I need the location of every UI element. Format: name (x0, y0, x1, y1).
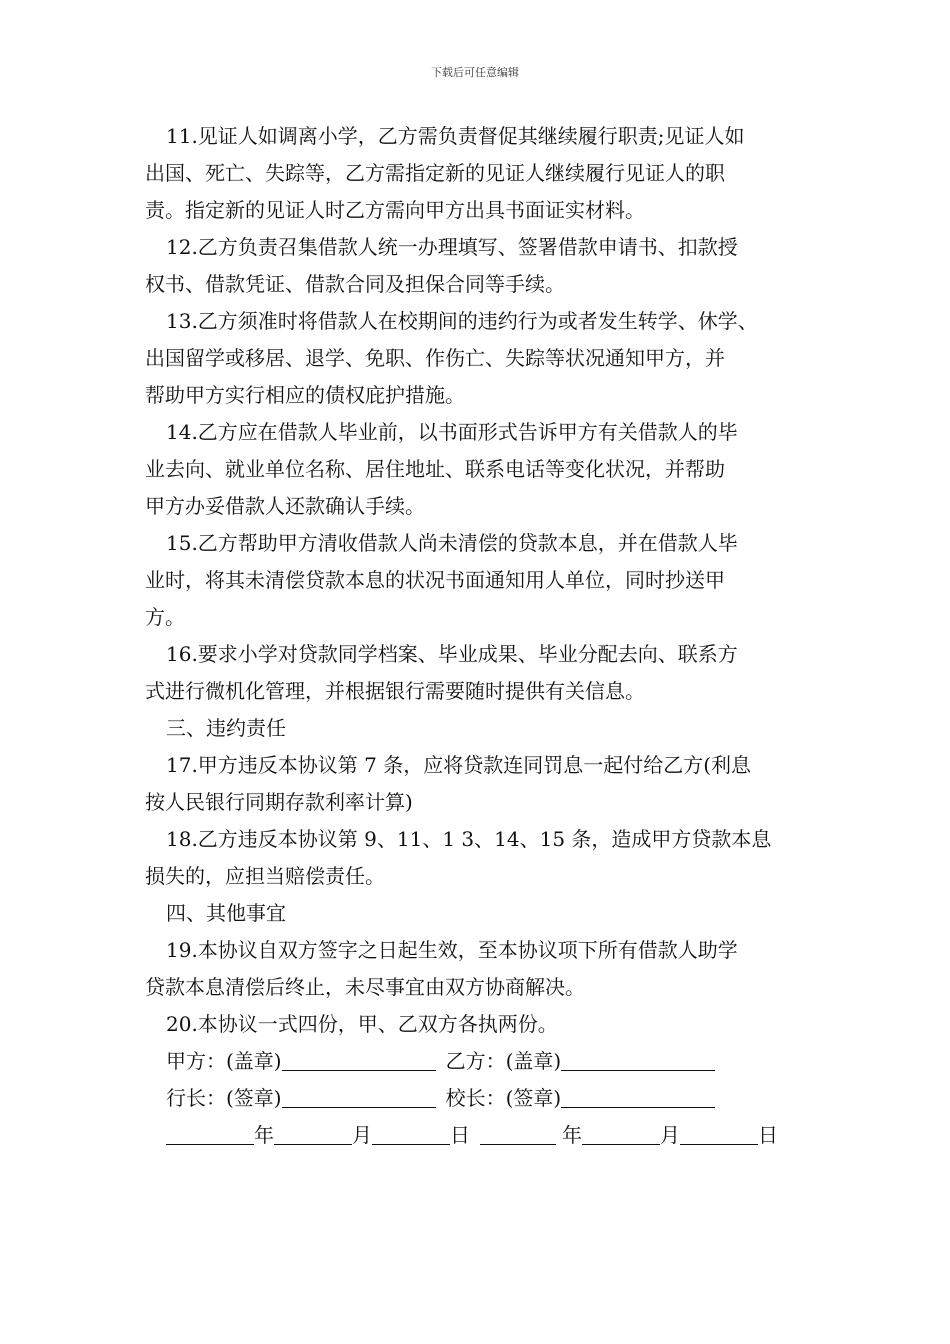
header-note: 下载后可任意编辑 (431, 66, 519, 79)
clause-13-line-3: 帮助甲方实行相应的债权庇护措施。 (145, 383, 465, 407)
signature-row-heads (145, 1080, 813, 1117)
clause-20-line-1: 20.本协议一式四份，甲、乙双方各执两份。 (166, 1012, 558, 1036)
section-heading-other: 四、其他事宜 (166, 901, 286, 925)
clause-15-line-2: 业时，将其未清偿贷款本息的状况书面通知用人单位，同时抄送甲 (145, 568, 725, 592)
clause-13-line-1: 13.乙方须准时将借款人在校期间的违约行为或者发生转学、休学、 (166, 309, 758, 333)
clause-19-line-1: 19.本协议自双方签字之日起生效，至本协议项下所有借款人助学 (166, 938, 738, 962)
party-b-signature-blank (561, 1048, 715, 1071)
date-a-year-blank (166, 1122, 254, 1145)
party-b-label: 乙方：(盖章) (445, 1049, 562, 1073)
section-heading-breach: 三、违约责任 (166, 716, 286, 740)
date-a-day-label: 日 (450, 1123, 470, 1147)
date-b-year-blank (480, 1122, 556, 1145)
clause-14-line-1: 14.乙方应在借款人毕业前，以书面形式告诉甲方有关借款人的毕 (166, 420, 738, 444)
clause-17-line-1: 17.甲方违反本协议第 7 条，应将贷款连同罚息一起付给乙方(利息 (166, 753, 752, 777)
clause-17-line-2: 按人民银行同期存款利率计算) (145, 790, 413, 814)
date-b-day-label: 日 (758, 1123, 778, 1147)
clause-18-line-2: 损失的，应担当赔偿责任。 (145, 864, 385, 888)
bank-head-signature-blank (282, 1085, 436, 1108)
clause-19-line-2: 贷款本息清偿后终止，未尽事宜由双方协商解决。 (145, 975, 585, 999)
date-b-month-blank (582, 1122, 660, 1145)
clause-12-line-1: 12.乙方负责召集借款人统一办理填写、签署借款申请书、扣款授 (166, 235, 738, 259)
principal-signature-blank (561, 1085, 715, 1108)
party-a-label: 甲方：(盖章) (166, 1049, 282, 1073)
clause-15-line-1: 15.乙方帮助甲方清收借款人尚未清偿的贷款本息，并在借款人毕 (166, 531, 738, 555)
clause-12-line-2: 权书、借款凭证、借款合同及担保合同等手续。 (145, 272, 565, 296)
date-a-year-label: 年 (254, 1123, 274, 1147)
clause-11-line-3: 责。指定新的见证人时乙方需向甲方出具书面证实材料。 (145, 198, 645, 222)
signature-row-dates (145, 1117, 813, 1154)
clause-18-line-1: 18.乙方违反本协议第 9、11、1 3、14、15 条，造成甲方贷款本息 (166, 827, 772, 851)
signature-row-parties (145, 1043, 813, 1080)
clause-14-line-2: 业去向、就业单位名称、居住地址、联系电话等变化状况，并帮助 (145, 457, 725, 481)
date-b-year-label: 年 (562, 1123, 582, 1147)
date-a-month-label: 月 (352, 1123, 372, 1147)
date-b-month-label: 月 (660, 1123, 680, 1147)
principal-label: 校长：(签章) (445, 1086, 562, 1110)
party-a-signature-blank (282, 1048, 436, 1071)
clause-11-line-2: 出国、死亡、失踪等，乙方需指定新的见证人继续履行见证人的职 (145, 161, 725, 185)
document-body (145, 118, 813, 1154)
date-a-month-blank (274, 1122, 352, 1145)
date-b-day-blank (680, 1122, 758, 1145)
clause-13-line-2: 出国留学或移居、退学、免职、作伤亡、失踪等状况通知甲方，并 (145, 346, 725, 370)
clause-15-line-3: 方。 (145, 605, 185, 629)
clause-16-line-1: 16.要求小学对贷款同学档案、毕业成果、毕业分配去向、联系方 (166, 642, 738, 666)
clause-14-line-3: 甲方办妥借款人还款确认手续。 (145, 494, 425, 518)
clause-16-line-2: 式进行微机化管理，并根据银行需要随时提供有关信息。 (145, 679, 645, 703)
clause-11-line-1: 11.见证人如调离小学，乙方需负责督促其继续履行职责;见证人如 (166, 124, 745, 148)
date-a-day-blank (372, 1122, 450, 1145)
bank-head-label: 行长：(签章) (166, 1086, 282, 1110)
